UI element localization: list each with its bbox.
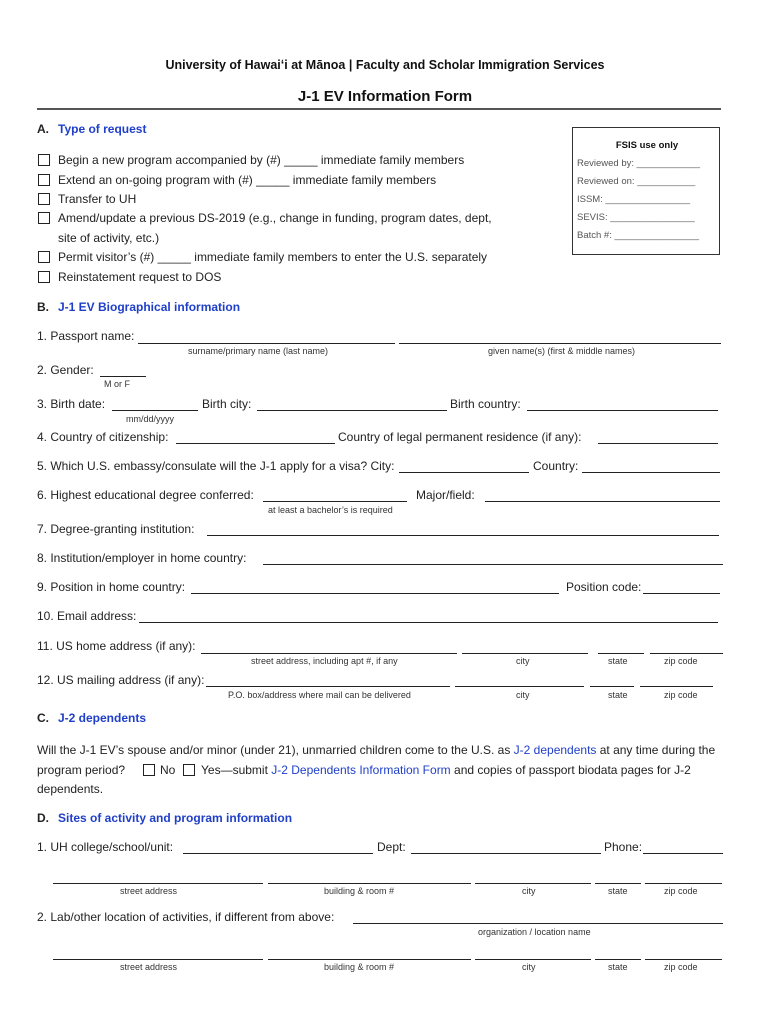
other-location-label: 2. Lab/other location of activities, if different from above: <box>37 910 335 924</box>
degree-label: 6. Highest educational degree conferred: <box>37 488 254 502</box>
permanent-residence-field[interactable] <box>598 443 718 444</box>
degree-institution-field[interactable] <box>207 535 719 536</box>
section-c-title: J-2 dependents <box>58 711 147 725</box>
email-field[interactable] <box>139 622 718 623</box>
option-reinstatement: Reinstatement request to DOS <box>58 270 222 284</box>
uh-zip-field[interactable] <box>645 883 722 884</box>
fsis-sevis: SEVIS: ________________ <box>577 212 695 223</box>
dept-label: Dept: <box>377 840 406 854</box>
citizenship-label: 4. Country of citizenship: <box>37 430 169 444</box>
uh-street-caption: street address <box>120 886 178 896</box>
option-amend-ds2019: Amend/update a previous DS-2019 (e.g., change in funding, program dates, dept, <box>58 211 492 225</box>
section-c-letter: C. <box>37 711 49 725</box>
us-mailing-street-field[interactable] <box>206 686 450 687</box>
option-permit-visitors: Permit visitor’s (#) _____ immediate family members to enter the U.S. separately <box>58 250 488 264</box>
uh-city-field[interactable] <box>475 883 591 884</box>
birth-date-field[interactable] <box>112 410 198 411</box>
phone-field[interactable] <box>643 853 723 854</box>
us-mailing-state-caption: state <box>608 690 628 700</box>
permanent-residence-label: Country of legal permanent residence (if any): <box>338 430 582 444</box>
j2-question-line3: dependents. <box>37 782 104 796</box>
section-d-letter: D. <box>37 811 49 825</box>
given-names-field[interactable] <box>399 343 721 344</box>
us-home-city-caption: city <box>516 656 530 666</box>
uh-state-caption: state <box>608 886 628 896</box>
other-street-caption: street address <box>120 962 178 972</box>
major-field[interactable] <box>485 501 720 502</box>
email-label: 10. Email address: <box>37 609 137 623</box>
uh-street-field[interactable] <box>53 883 263 884</box>
surname-field[interactable] <box>138 343 395 344</box>
us-home-city-field[interactable] <box>462 653 588 654</box>
us-mailing-zip-field[interactable] <box>640 686 713 687</box>
uh-unit-label: 1. UH college/school/unit: <box>37 840 174 854</box>
fsis-reviewed-by: Reviewed by: ____________ <box>577 158 701 169</box>
us-home-zip-field[interactable] <box>650 653 723 654</box>
fsis-box-title: FSIS use only <box>615 140 679 151</box>
other-city-caption: city <box>522 962 536 972</box>
j2-question-line1 <box>37 743 715 757</box>
option-amend-ds2019-cont: site of activity, etc.) <box>58 231 160 245</box>
us-home-street-field[interactable] <box>201 653 457 654</box>
us-mailing-city-field[interactable] <box>455 686 584 687</box>
j2-yes-line <box>201 763 691 777</box>
embassy-country-field[interactable] <box>582 472 720 473</box>
j2-question-text-end: at any time during the <box>596 743 716 757</box>
other-zip-caption: zip code <box>664 962 698 972</box>
j2-dependents-link[interactable]: J-2 dependents <box>513 743 597 757</box>
checkbox-permit-visitors[interactable] <box>38 251 50 263</box>
birth-city-label: Birth city: <box>202 397 252 411</box>
checkbox-begin-new-program[interactable] <box>38 154 50 166</box>
home-institution-label: 8. Institution/employer in home country: <box>37 551 247 565</box>
gender-field[interactable] <box>100 376 146 377</box>
us-mailing-city-caption: city <box>516 690 530 700</box>
gender-caption: M or F <box>104 379 130 389</box>
other-city-field[interactable] <box>475 959 591 960</box>
birth-country-field[interactable] <box>527 410 718 411</box>
position-code-link[interactable]: Position code <box>566 580 639 594</box>
option-extend-program: Extend an on-going program with (#) _____ immediate family members <box>58 173 437 187</box>
section-a-title: Type of request <box>58 122 147 136</box>
other-building-room-caption: building & room # <box>324 962 395 972</box>
citizenship-field[interactable] <box>176 443 335 444</box>
us-mailing-state-field[interactable] <box>590 686 634 687</box>
checkbox-j2-yes[interactable] <box>183 764 195 776</box>
position-code-field[interactable] <box>643 593 720 594</box>
home-position-label: 9. Position in home country: <box>37 580 186 594</box>
us-home-state-caption: state <box>608 656 628 666</box>
us-home-address-label: 11. US home address (if any): <box>37 639 196 653</box>
checkbox-j2-no[interactable] <box>143 764 155 776</box>
embassy-city-field[interactable] <box>399 472 529 473</box>
checkbox-amend-ds2019[interactable] <box>38 212 50 224</box>
form-title: J-1 EV Information Form <box>297 88 473 105</box>
birth-country-label: Birth country: <box>450 397 521 411</box>
uh-city-caption: city <box>522 886 536 896</box>
other-location-field[interactable] <box>353 923 723 924</box>
embassy-country-label: Country: <box>533 459 579 473</box>
section-b-letter: B. <box>37 300 49 314</box>
given-names-caption: given name(s) (first & middle names) <box>488 346 636 356</box>
embassy-city-label: 5. Which U.S. embassy/consulate will the J-1 apply for a visa? City: <box>37 459 395 473</box>
checkbox-reinstatement[interactable] <box>38 271 50 283</box>
gender-label: 2. Gender: <box>37 363 94 377</box>
uh-unit-field[interactable] <box>183 853 373 854</box>
section-a-letter: A. <box>37 122 49 136</box>
other-building-room-field[interactable] <box>268 959 471 960</box>
other-state-field[interactable] <box>595 959 641 960</box>
fsis-issm: ISSM: ________________ <box>577 194 691 205</box>
j2-information-form-link[interactable]: J-2 Dependents Information Form <box>271 763 451 777</box>
j2-program-period-label: program period? <box>37 763 126 777</box>
fsis-reviewed-on: Reviewed on: ___________ <box>577 176 696 187</box>
checkbox-transfer-to-uh[interactable] <box>38 193 50 205</box>
uh-state-field[interactable] <box>595 883 641 884</box>
j2-yes-label: Yes—submit <box>201 763 272 777</box>
us-home-street-caption: street address, including apt #, if any <box>251 656 398 666</box>
us-home-state-field[interactable] <box>598 653 644 654</box>
j2-question-text: Will the J-1 EV’s spouse and/or minor (under 21), unmarried children come to the U.S. as <box>37 743 514 757</box>
us-mailing-address-label: 12. US mailing address (if any): <box>37 673 205 687</box>
surname-caption: surname/primary name (last name) <box>188 346 329 356</box>
uh-building-room-caption: building & room # <box>324 886 395 896</box>
us-home-zip-caption: zip code <box>664 656 698 666</box>
section-d-title: Sites of activity and program information <box>58 811 293 825</box>
institution-header: University of Hawaiʻi at Mānoa | Faculty and Scholar Immigration Services <box>165 58 605 72</box>
uh-building-room-field[interactable] <box>268 883 471 884</box>
j2-no-label: No <box>160 763 176 777</box>
section-b-title: J-1 EV Biographical information <box>58 300 241 314</box>
other-location-caption: organization / location name <box>478 927 591 937</box>
other-state-caption: state <box>608 962 628 972</box>
degree-field[interactable] <box>263 501 407 502</box>
option-begin-new-program: Begin a new program accompanied by (#) _____ immediate family members <box>58 153 465 167</box>
other-street-field[interactable] <box>53 959 263 960</box>
uh-zip-caption: zip code <box>664 886 698 896</box>
birth-date-caption: mm/dd/yyyy <box>126 414 175 424</box>
fsis-batch: Batch #: ________________ <box>577 230 700 241</box>
us-mailing-street-caption: P.O. box/address where mail can be delivered <box>228 690 411 700</box>
checkbox-extend-program[interactable] <box>38 174 50 186</box>
passport-name-label: 1. Passport name: <box>37 329 135 343</box>
j2-yes-text-end: and copies of passport biodata pages for J-2 <box>450 763 691 777</box>
birth-date-label: 3. Birth date: <box>37 397 106 411</box>
phone-label: Phone: <box>604 840 643 854</box>
home-institution-field[interactable] <box>263 564 723 565</box>
degree-caption: at least a bachelor’s is required <box>268 505 393 515</box>
option-transfer-to-uh: Transfer to UH <box>58 192 137 206</box>
us-mailing-zip-caption: zip code <box>664 690 698 700</box>
birth-city-field[interactable] <box>257 410 447 411</box>
position-code-colon: : <box>638 580 642 594</box>
home-position-field[interactable] <box>191 593 559 594</box>
degree-institution-label: 7. Degree-granting institution: <box>37 522 195 536</box>
title-divider <box>37 108 721 110</box>
fsis-use-only-box <box>572 127 720 255</box>
other-zip-field[interactable] <box>645 959 722 960</box>
major-label: Major/field: <box>416 488 475 502</box>
dept-field[interactable] <box>411 853 601 854</box>
